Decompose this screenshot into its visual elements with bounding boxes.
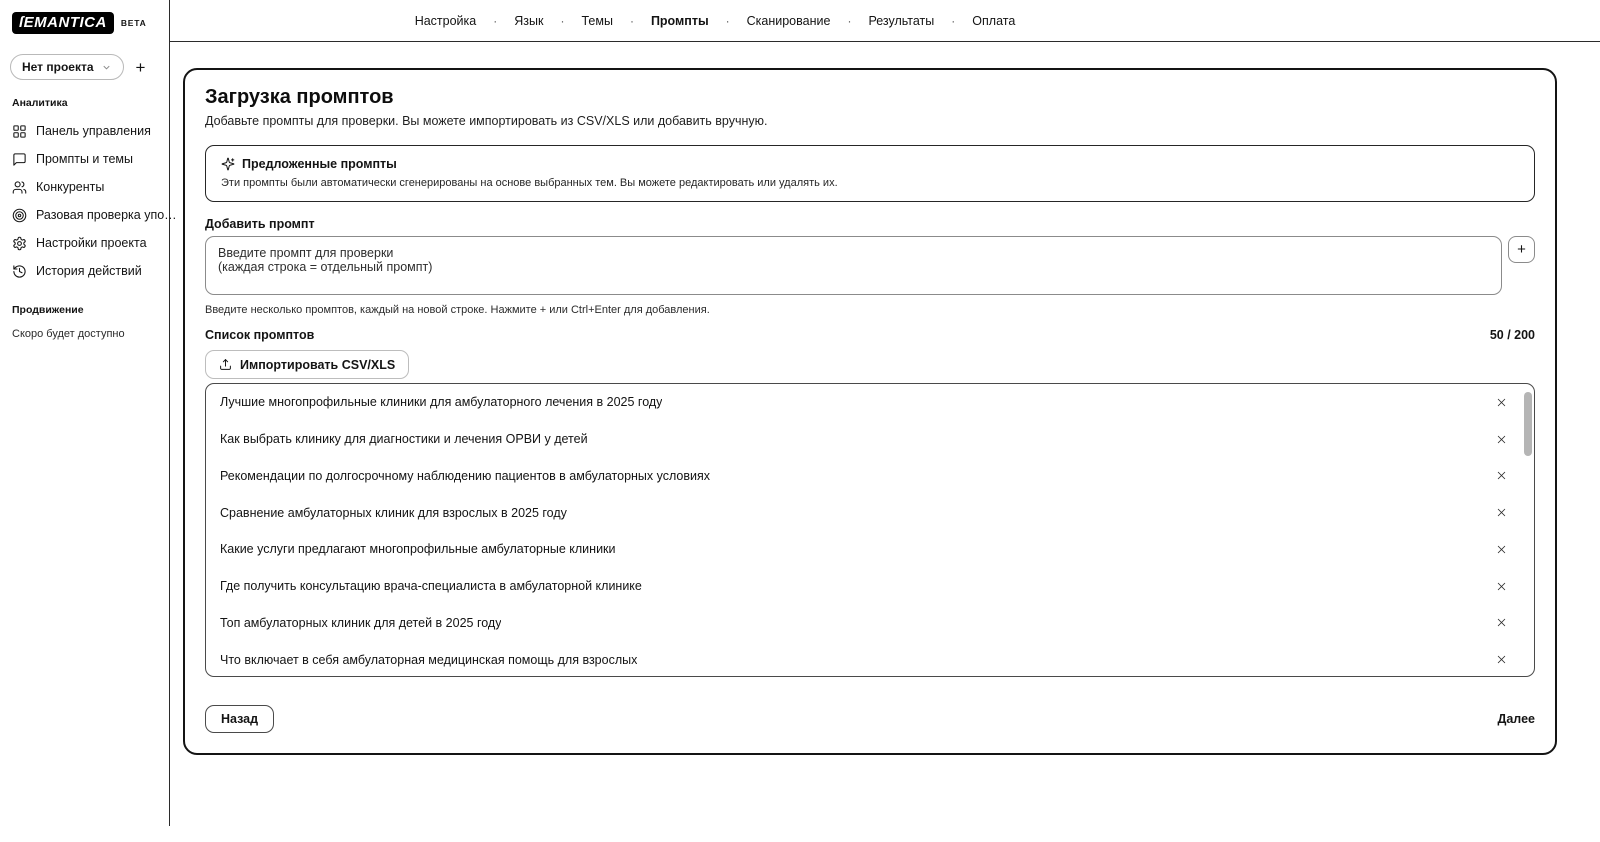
close-icon [1495,396,1508,409]
prompt-row [206,421,1534,458]
remove-prompt-button[interactable] [1493,651,1510,668]
page-title: Загрузка промптов [205,86,394,108]
prompt-row [206,568,1534,605]
close-icon [1495,580,1508,593]
prompt-text: Рекомендации по долгосрочному наблюдению пациентов в амбулаторных условиях [220,468,711,483]
sidebar-item-label: Конкуренты [36,180,105,194]
step-payment[interactable]: Оплата [972,14,1016,28]
close-icon [1495,543,1508,556]
step-separator: · [847,14,852,28]
next-button[interactable]: Далее [1497,705,1535,733]
sidebar-item-prompts-topics[interactable] [0,145,169,173]
prompt-row [206,494,1534,531]
prompts-upload-card [183,68,1557,755]
target-icon [12,208,27,223]
prompt-text: Где получить консультацию врача-специалиста в амбулаторной клинике [220,579,642,594]
sidebar-item-label: Разовая проверка упо… [36,208,177,222]
prompt-count: 50 / 200 [1489,328,1535,342]
sidebar-item-dashboard[interactable] [0,117,169,145]
step-separator: · [629,14,634,28]
back-button[interactable]: Назад [205,705,274,733]
promo-coming-soon: Скоро будет доступно [12,328,125,340]
step-settings[interactable]: Настройка [414,14,477,28]
upload-icon [219,358,232,371]
close-icon [1495,433,1508,446]
sidebar-item-label: История действий [36,264,142,278]
chat-icon [12,152,27,167]
close-icon [1495,616,1508,629]
remove-prompt-button[interactable] [1493,431,1510,448]
sidebar-item-competitors[interactable] [0,173,169,201]
step-separator: · [493,14,498,28]
close-icon [1495,469,1508,482]
sidebar-nav [0,117,177,285]
step-topics[interactable]: Темы [581,14,613,28]
suggested-prompts-title: Предложенные промпты [242,157,397,171]
remove-prompt-button[interactable] [1493,394,1510,411]
import-csv-button[interactable] [205,350,409,379]
prompt-text: Сравнение амбулаторных клиник для взрослых в 2025 году [220,505,567,520]
prompt-text: Как выбрать клинику для диагностики и лечения ОРВИ у детей [220,432,588,447]
project-selector-label: Нет проекта [22,60,94,74]
step-prompts[interactable]: Промпты [650,14,709,28]
close-icon [1495,653,1508,666]
sidebar-item-label: Панель управления [36,124,151,138]
step-scanning[interactable]: Сканирование [746,14,831,28]
remove-prompt-button[interactable] [1493,504,1510,521]
prompt-row [206,531,1534,568]
chevron-down-icon [101,62,112,73]
scrollbar-thumb[interactable] [1524,392,1532,456]
import-csv-label: Импортировать CSV/XLS [240,357,396,372]
add-prompt-label: Добавить промпт [205,217,315,231]
history-icon [12,264,27,279]
step-separator: · [951,14,956,28]
remove-prompt-button[interactable] [1493,467,1510,484]
remove-prompt-button[interactable] [1493,541,1510,558]
prompt-text: Лучшие многопрофильные клиники для амбулаторного лечения в 2025 году [220,395,663,410]
prompt-text: Какие услуги предлагают многопрофильные амбулаторные клиники [220,542,616,557]
dashboard-icon [12,124,27,139]
prompt-row [206,384,1534,421]
remove-prompt-button[interactable] [1493,578,1510,595]
prompt-row [206,605,1534,642]
prompt-text: Что включает в себя амбулаторная медицинская помощь для взрослых [220,652,638,667]
add-project-button[interactable]: + [135,57,146,77]
step-language[interactable]: Язык [514,14,544,28]
sparkles-icon [221,157,235,171]
project-selector[interactable] [10,54,124,80]
step-separator: · [725,14,730,28]
step-separator: · [560,14,565,28]
sidebar-section-analytics: Аналитика [12,97,68,109]
sidebar-item-project-settings[interactable] [0,229,169,257]
prompt-list-label: Список промптов [205,328,315,342]
step-results[interactable]: Результаты [868,14,935,28]
remove-prompt-button[interactable] [1493,614,1510,631]
scrollbar[interactable] [1524,386,1532,676]
sidebar-item-history[interactable] [0,257,169,285]
brand-logo: ſEMANTICA [12,12,114,34]
prompt-row [206,641,1534,677]
prompt-input[interactable] [205,236,1502,295]
gear-icon [12,236,27,251]
prompt-list [205,383,1535,677]
suggested-prompts-description: Эти промпты были автоматически сгенерированы на основе выбранных тем. Вы можете редактировать или удалять их. [221,177,838,189]
sidebar-item-single-check[interactable] [0,201,177,229]
prompt-row [206,458,1534,495]
add-prompt-hint: Введите несколько промптов, каждый на новой строке. Нажмите + или Ctrl+Enter для добавления. [205,304,710,316]
add-prompt-button[interactable]: + [1508,236,1535,263]
stepper [0,0,1430,42]
sidebar [0,0,177,826]
sidebar-item-label: Промпты и темы [36,152,134,166]
close-icon [1495,506,1508,519]
users-icon [12,180,27,195]
prompt-text: Топ амбулаторных клиник для детей в 2025 году [220,615,502,630]
suggested-prompts-panel [205,145,1535,202]
sidebar-section-promo: Продвижение [12,304,84,316]
sidebar-item-label: Настройки проекта [36,236,147,250]
page-subtitle: Добавьте промпты для проверки. Вы можете импортировать из CSV/XLS или добавить вручную. [205,114,768,128]
beta-badge: BETA [120,18,147,28]
